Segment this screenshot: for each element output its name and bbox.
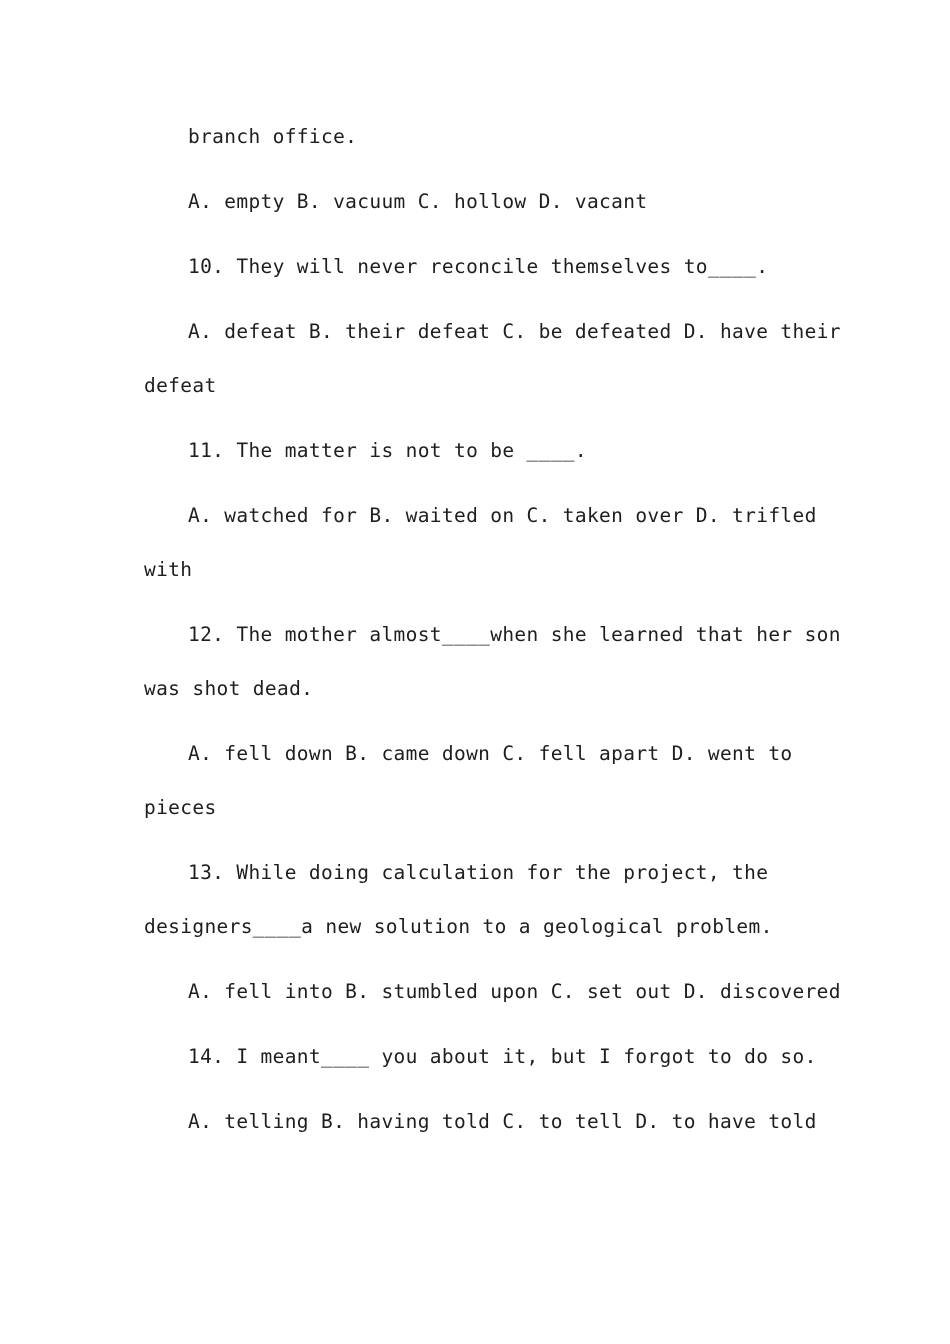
question-14-options: A. telling B. having told C. to tell D. to have told: [188, 1110, 817, 1133]
question-13-options: A. fell into B. stumbled upon C. set out D. discovered: [188, 980, 841, 1003]
text-line-continuation: branch office.: [188, 125, 358, 148]
question-10-options: A. defeat B. their defeat C. be defeated D. have their: [188, 320, 841, 343]
question-9-options: A. empty B. vacuum C. hollow D. vacant: [188, 190, 648, 213]
question-11: 11. The matter is not to be ____.: [188, 439, 587, 462]
question-10: 10. They will never reconcile themselves to____.: [188, 255, 769, 278]
question-12-wrap: was shot dead.: [144, 677, 314, 700]
question-11-options-wrap: with: [144, 558, 193, 581]
question-14: 14. I meant____ you about it, but I forgot to do so.: [188, 1045, 817, 1068]
question-12-options-wrap: pieces: [144, 796, 217, 819]
question-13: 13. While doing calculation for the project, the: [188, 861, 769, 884]
question-12: 12. The mother almost____when she learned that her son: [188, 623, 841, 646]
question-13-wrap: designers____a new solution to a geological problem.: [144, 915, 773, 938]
question-11-options: A. watched for B. waited on C. taken over D. trifled: [188, 504, 817, 527]
question-12-options: A. fell down B. came down C. fell apart D. went to: [188, 742, 793, 765]
question-10-options-wrap: defeat: [144, 374, 217, 397]
